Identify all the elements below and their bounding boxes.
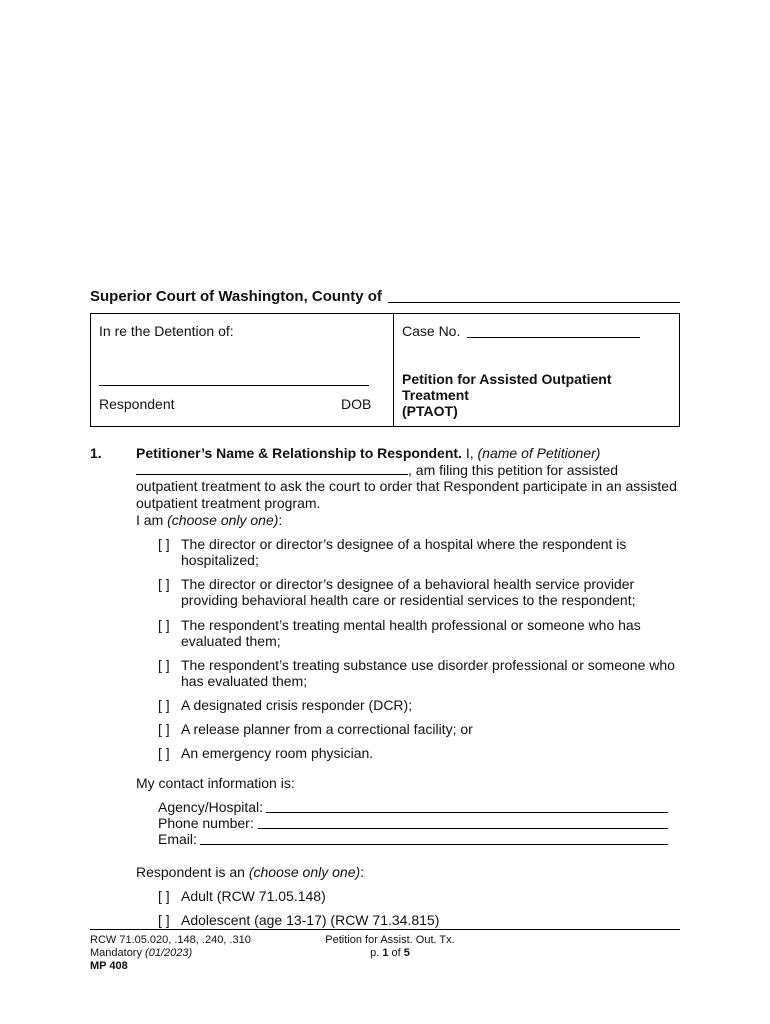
- agency-line[interactable]: [266, 812, 668, 813]
- footer-mandatory-line: [90, 947, 251, 960]
- section-number: 1.: [90, 445, 102, 461]
- choose-one-hint: (choose only one): [248, 864, 361, 880]
- email-label: Email:: [158, 831, 197, 847]
- option-text-line1: The director or director’s designee of a hospital where the respondent is: [181, 536, 627, 552]
- footer-rule: [90, 929, 680, 930]
- case-no-line[interactable]: [467, 337, 640, 338]
- case-no-label: Case No.: [402, 323, 461, 339]
- i-text: I,: [465, 445, 474, 461]
- option-release-planner: [158, 721, 678, 737]
- option-behavioral-provider: [158, 576, 678, 608]
- court-heading: Superior Court of Washington, County of: [90, 288, 382, 305]
- contact-heading: My contact information is:: [136, 775, 295, 791]
- petition-title-line1: Petition for Assisted Outpatient: [402, 371, 612, 387]
- option-hospital: [158, 536, 678, 568]
- option-text-line1: The respondent’s treating mental health professional or someone who has: [181, 617, 641, 633]
- page-current: 1: [382, 947, 389, 959]
- petitioner-name-hint: (name of Petitioner): [477, 445, 601, 461]
- respondent-name-line[interactable]: [99, 385, 369, 386]
- county-blank-line[interactable]: [388, 302, 680, 303]
- dob-label: DOB: [341, 396, 372, 412]
- option-text-line1: The director or director’s designee of a behavioral health service provider: [181, 576, 635, 592]
- page-total: 5: [403, 947, 410, 959]
- body-line-2: outpatient treatment to ask the court to order that Respondent participate in an assisted: [136, 478, 677, 494]
- in-re-label: In re the Detention of:: [99, 323, 234, 339]
- petition-title: [402, 371, 612, 419]
- petition-title-line2: Treatment: [402, 387, 469, 403]
- footer-center: [300, 934, 480, 960]
- colon: :: [360, 864, 365, 880]
- choose-one-hint: (choose only one): [167, 512, 279, 528]
- option-dcr: [158, 697, 678, 713]
- option-text-line2: evaluated them;: [181, 633, 281, 649]
- option-text-line1: A release planner from a correctional facility; or: [181, 721, 473, 737]
- filing-text: , am filing this petition for assisted: [408, 462, 619, 478]
- section-heading-line: [136, 445, 600, 461]
- checkbox-release-planner[interactable]: [ ]: [158, 721, 170, 737]
- option-text-adolescent: Adolescent (age 13-17) (RCW 71.34.815): [181, 912, 440, 928]
- checkbox-substance-use[interactable]: [ ]: [158, 657, 170, 673]
- petitioner-name-line[interactable]: [136, 461, 408, 475]
- option-text-line2: hospitalized;: [181, 552, 259, 568]
- checkbox-adolescent[interactable]: [ ]: [158, 912, 170, 928]
- i-am-line: [136, 512, 282, 528]
- footer-date: (01/2023): [145, 947, 193, 959]
- footer-form-title: Petition for Assist. Out. Tx.: [325, 934, 455, 946]
- footer-page-number: [300, 947, 480, 960]
- phone-line[interactable]: [258, 828, 668, 829]
- respondent-is-text: Respondent is an: [136, 864, 245, 880]
- footer-rcw: RCW 71.05.020, .148, .240, .310: [90, 934, 251, 946]
- caption-divider: [393, 314, 394, 426]
- footer-mandatory: Mandatory: [90, 947, 142, 959]
- checkbox-er-physician[interactable]: [ ]: [158, 745, 170, 761]
- petition-title-line3: (PTAOT): [402, 403, 458, 419]
- colon: :: [278, 512, 283, 528]
- option-text-line2: has evaluated them;: [181, 673, 308, 689]
- option-text-line1: A designated crisis responder (DCR);: [181, 697, 413, 713]
- option-substance-use-professional: [158, 657, 698, 689]
- checkbox-hospital[interactable]: [ ]: [158, 536, 170, 552]
- petitioner-name-row: [136, 461, 618, 478]
- option-er-physician: [158, 745, 678, 761]
- footer-left: [90, 934, 251, 973]
- footer-form-number: MP 408: [90, 960, 128, 972]
- checkbox-mental-health[interactable]: [ ]: [158, 617, 170, 633]
- respondent-label: Respondent: [99, 396, 175, 412]
- phone-label: Phone number:: [158, 815, 254, 831]
- email-line[interactable]: [200, 844, 668, 845]
- checkbox-behavioral-provider[interactable]: [ ]: [158, 576, 170, 592]
- option-text-adult: Adult (RCW 71.05.148): [181, 888, 326, 904]
- option-mental-health-professional: [158, 617, 678, 649]
- case-caption-box: [90, 313, 680, 427]
- option-adult: [158, 888, 678, 904]
- option-text-line2: providing behavioral health care or residential services to the respondent;: [181, 592, 636, 608]
- body-line-3: outpatient treatment program.: [136, 495, 321, 511]
- page-of: of: [391, 947, 401, 959]
- section-heading: Petitioner’s Name & Relationship to Respondent.: [136, 445, 462, 461]
- agency-label: Agency/Hospital:: [158, 799, 264, 815]
- i-am-text: I am: [136, 512, 164, 528]
- option-text-line1: An emergency room physician.: [181, 745, 374, 761]
- checkbox-adult[interactable]: [ ]: [158, 888, 170, 904]
- option-adolescent: [158, 912, 678, 928]
- page-prefix: p.: [370, 947, 380, 959]
- option-text-line1: The respondent’s treating substance use disorder professional or someone who: [181, 657, 675, 673]
- checkbox-dcr[interactable]: [ ]: [158, 697, 170, 713]
- respondent-is-line: [136, 864, 364, 880]
